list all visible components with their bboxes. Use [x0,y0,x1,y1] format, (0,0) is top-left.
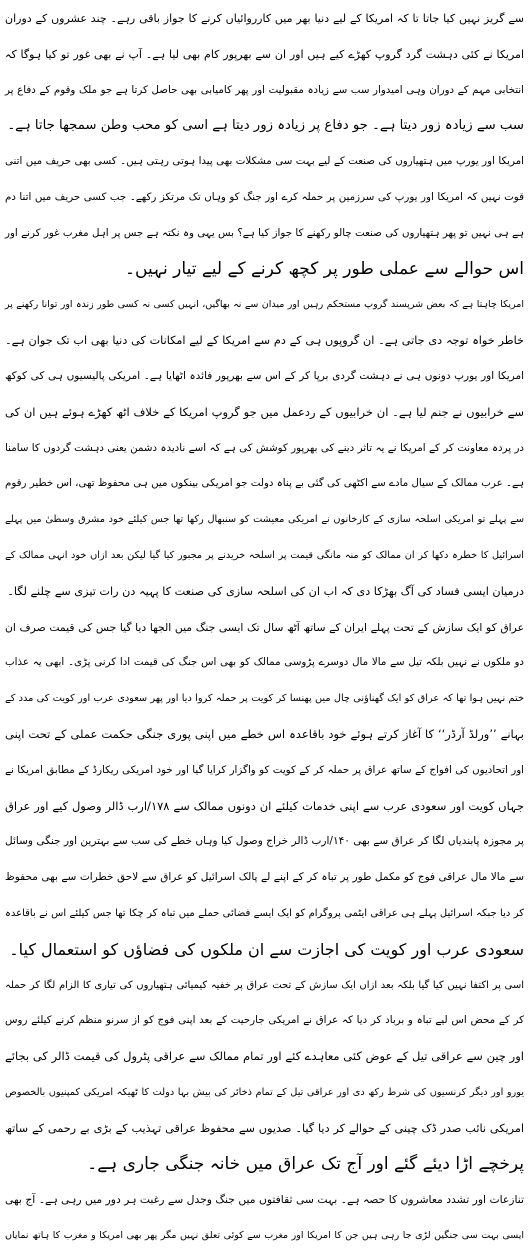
text-line: درمیان ایسی فساد کی آگ بھڑکا دی کہ اب ان کی اسلحہ سازی کی صنعت کا پہیہ دن رات تیزی سے چلنے لگا۔ [7,584,524,598]
text-line: سب سے زیادہ زور دیتا ہے۔ جو دفاع پر زیادہ زور دیتا ہے اسی کو محب وطن سمجھا جاتا ہے۔ [7,118,524,134]
text-line: امریکی نائب صدر ڈک چینی کے حوالے کر دیا گیا۔ صدیوں سے محفوظ عراقی تہذیب کے بڑی بے رحمی کے ساتھ [5,1121,524,1135]
text-line: امریکا چاہتا ہے کہ بعض شرپسند گروپ مستحکم رہیں اور میدان سے نہ بھاگیں، انہیں کسی نہ کسی طور زندہ اور توانا رکھنے پر [5,299,524,311]
text-line: ختم نہیں ہوا تھا کہ عراق کو ایک گھناؤنی چال میں پھنسا کر کویت پر حملہ کروا دیا اور پھر سعودی عرب اور کویت کی مدد کے [5,693,524,705]
paragraph [5,968,524,1183]
paragraph [5,359,524,610]
paragraph [5,1182,524,1254]
text-line: سے مالا مال عراقی فوج کو مکمل طور پر تباہ کر کے اپنے لے پالک اسرائیل کو عراق سے لاحق خطرات سے بھی محفوظ [5,871,524,884]
text-line: بہانے ’’ورلڈ آرڈر‘‘ کا آغاز کرتے ہوئے خود باقاعدہ اس خطے میں اپنی پوری جنگی حکمت عملی کے تحت اپنی [5,726,524,741]
text-line: اسرائیل کا خطرہ دکھا کر ان ممالک کو منہ مانگی قیمت پر اسلحہ خریدنے پر مجبور کیا گیا لیکن بعد ازاں خود انہی ممالک کے [5,549,524,561]
text-line: جہاں کویت اور سعودی عرب سے اپنی خدمات کیلئے ان دونوں ممالک سے ۱۷۸/ارب ڈالر وصول کیے اور عراق [5,798,524,813]
text-line: خاطر خواہ توجہ دی جاتی ہے۔ ان گروپوں ہی کے دم سے امریکا کے لیے امکانات کی دنیا بھی اب تک جوان ہے۔ [5,334,524,348]
text-line: پرخچے اڑا دیئے گئے اور آج تک عراق میں خانہ جنگی جاری ہے۔ [87,1153,524,1174]
paragraph [5,144,524,287]
text-line: سے گریز نہیں کیا جاتا تا کہ امریکا کے لیے دنیا بھر میں کارروائیاں کرنے کا جواز باقی رہے۔ چند عشروں کے دوران [5,12,524,25]
text-line: اور چین سے عراقی تیل کے عوض کئی معاہدے کئے اور تمام ممالک سے عراقی پٹرول کی قیمت ڈالر کی بجائے [5,1049,524,1064]
text-line: اس حوالے سے عملی طور پر کچھ کرنے کے لیے تیار نہیں۔ [125,258,524,279]
paragraph [5,287,524,359]
text-line: در پردہ معاونت کر کے امریکا نے یہ تاثر دینے کی بھرپور کوشش کی ہے کہ اسے نادیدہ دشمن یعنی دہشت گردوں کا سامنا [5,441,524,454]
text-line: کر کے محض اس لیے تباہ و برباد کر دیا کہ عراق نے امریکی جارحیت کے بعد اپنی فوج کو از سرنو منظم کرنے کیلئے روس [5,1014,524,1027]
text-line: اسی پر اکتفا نہیں کیا گیا بلکہ بعد ازاں ایک سازش کے تحت عراق پر خفیہ کیمیائی ہتھیاروں کی تیاری کا الزام لگا کر حملہ [5,979,524,991]
text-line: امریکا نے کئی دہشت گرد گروپ کھڑے کیے ہیں اور ان سے بھرپور کام بھی لیا ہے۔ آپ نے بھی غور تو کیا ہوگا کہ [5,47,524,61]
text-line: سے خرابیوں نے جنم لیا ہے۔ ان خرابیوں کے ردعمل میں جو گروپ امریکا کے خلاف اٹھ کھڑے ہوئے ہیں ان کی [5,404,524,419]
text-line: انتخابی مہم کے دوران وہی امیدوار سب سے زیادہ مقبولیت اور پھر کامیابی بھی حاصل کرتا ہے جو ملک وقوم کے دفاع پر [5,83,524,96]
text-line: اور اتحادیوں کی افواج کے ساتھ عراق پر حملہ کر کے کویت کو واگزار کرایا گیا اور خود امریکی ریکارڈ کے مطابق امریکا نے [5,763,524,776]
text-line: امریکا اور یورپ دونوں ہی نے دہشت گردی برپا کر کے اس سے بھرپور فائدہ اٹھایا ہے۔ امریکی پالیسیوں ہی کی کوکھ [5,369,524,382]
text-line: ایسی بہت سی جنگیں لڑی جا رہی ہیں جن کا امریکا اور مغرب سے کوئی تعلق نہیں مگر پھر بھی امریکا و مغرب کا ہاتھ نمایاں [5,1230,524,1242]
text-line: سے پہلے تو امریکی اسلحہ سازی کے کارخانوں نے امریکی معیشت کو سنبھال رکھا تھا جس کیلئے خود مشرق وسطیٰ میں پہلے [5,514,524,526]
paragraph [5,610,524,968]
text-line: کر دیا جبکہ اسرائیل پہلے ہی عراقی ایٹمی پروگرام کو ایک ایسے فضائی حملے میں تباہ کر چکا تھا جس کیلئے اس نے باقاعدہ [5,907,524,919]
text-line: دو ملکوں نے نہیں بلکہ تیل سے مالا مال دوسرے پڑوسی ممالک کو بھی اس جنگ کی قیمت ادا کرنی پڑی۔ ابھی یہ عذاب [5,656,524,669]
paragraph [5,1,524,144]
text-line: ہے۔ عرب ممالک کے سیال مادے سے اکٹھی کی گئی بے پناہ دولت جو امریکی بینکوں میں ہی محفوظ تھی، اس خطیر رقوم [5,477,524,490]
text-line: امریکا اور یورپ میں ہتھیاروں کی صنعت کے لیے بہت سی مشکلات بھی پیدا ہوتی رہتی ہیں۔ کسی بھی حریف میں اتنی [5,155,524,168]
text-line: تنازعات اور تشدد معاشروں کا حصہ ہے۔ بہت سی ثقافتوں میں جنگ وجدل سے رغبت ہر دور میں رہی ہے۔ آج بھی [5,1193,524,1207]
text-line: عراق کو ایک سازش کے تحت پہلے ایران کے ساتھ آٹھ سال تک ایسی جنگ میں الجھا دیا گیا جس کی قیمت صرف ان [5,620,524,634]
text-line: سعودی عرب اور کویت کی اجازت سے ان ملکوں کی فضاؤں کو استعمال کیا۔ [9,939,524,959]
text-line: پر مجوزہ پابندیاں لگا کر عراق سے بھی ۱۴۰/ارب ڈالر خراج وصول کیا وہاں خطے کی سب سے بہترین اور جنگی وسائل [5,835,524,848]
text-line: یورو اور دیگر کرنسیوں کی شرط رکھ دی اور عراقی تیل کے تمام ذخائر کی بیش بہا دولت کا ٹھیکہ امریکی کمپنیوں بالخصوص [5,1086,524,1098]
text-line: ہے ہی نہیں تو پھر ہتھیاروں کی صنعت چالو رکھنے کا جواز کیا ہے؟ بس یہی وہ نکتہ ہے جس پر اہل مغرب غور کرنے اور [5,226,524,239]
text-line: قوت نہیں کہ امریکا اور یورپ کی سرزمین پر حملہ کرے اور جنگ کو وہاں تک مرتکز رکھے۔ جب کسی حریف میں اتنا دم [5,190,524,203]
